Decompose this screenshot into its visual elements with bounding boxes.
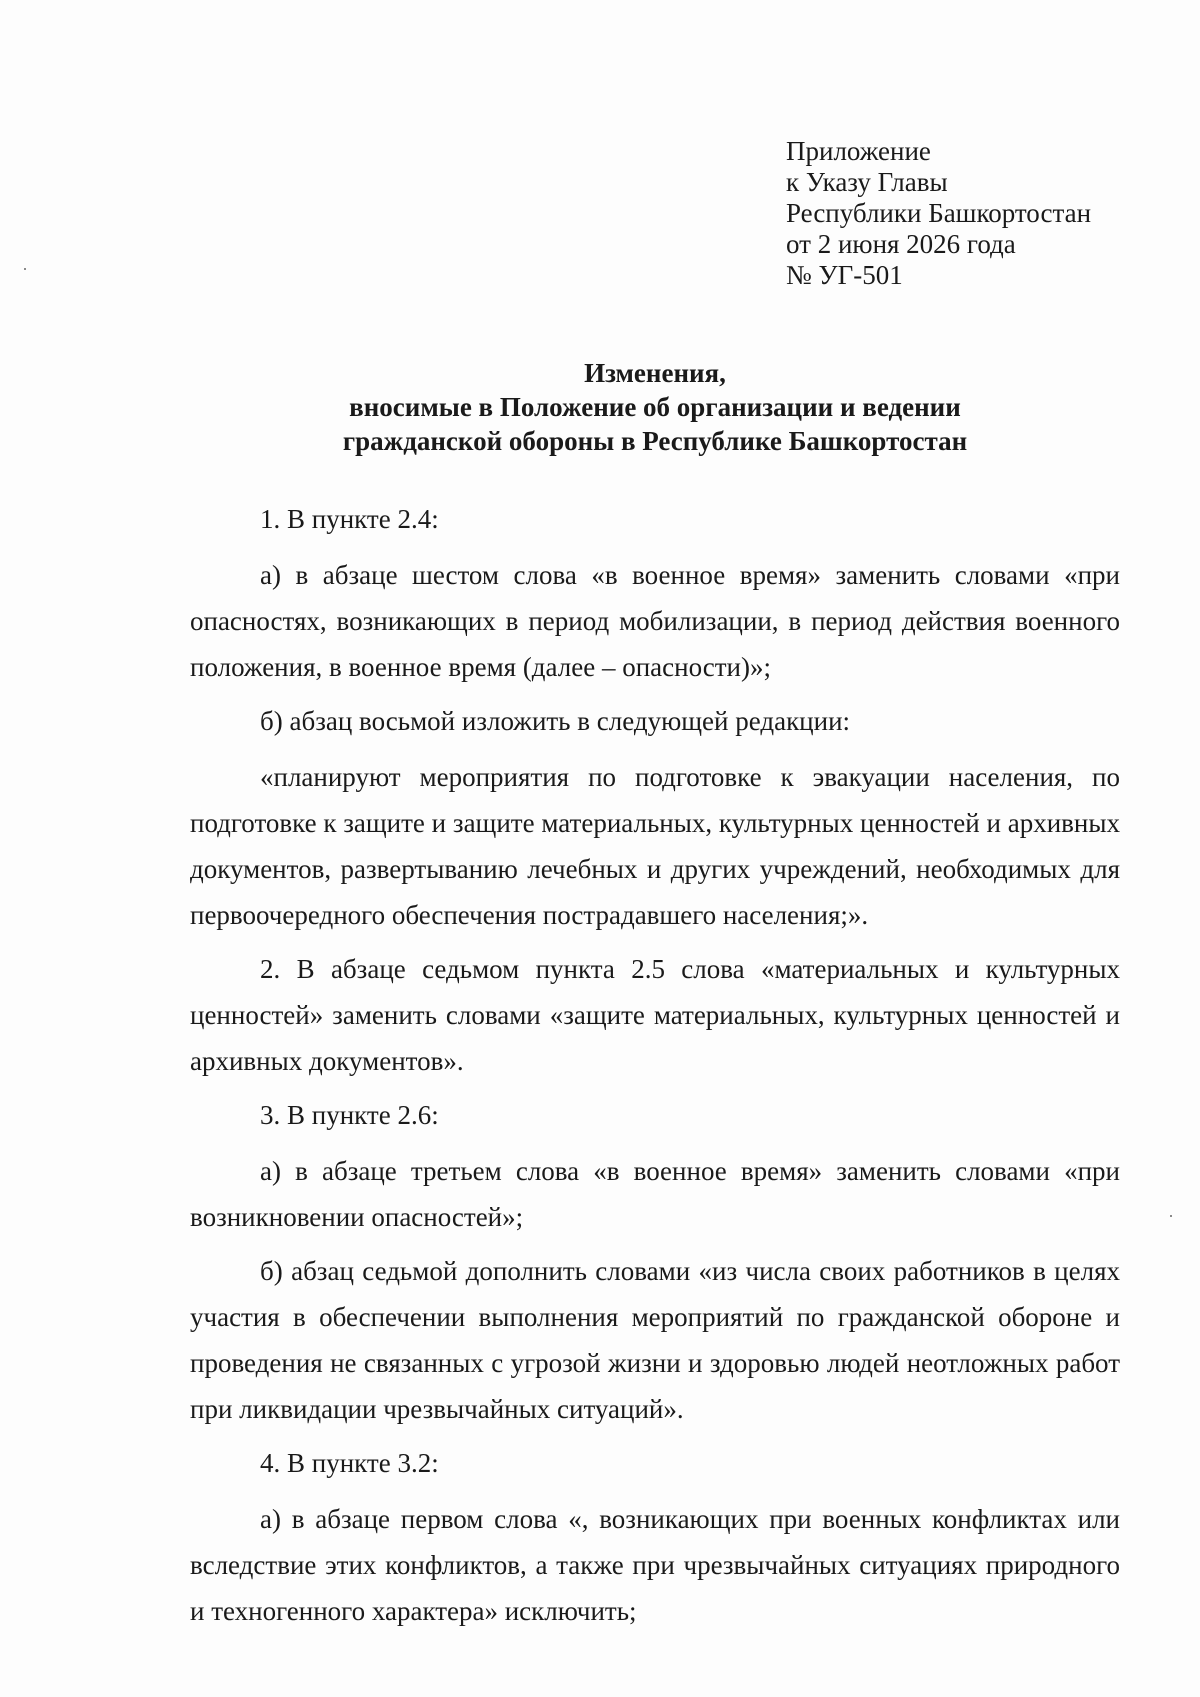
title-line: Изменения, [584,358,726,388]
paragraph: 2. В абзаце седьмом пункта 2.5 слова «материальных и культурных ценностей» заменить словами «защите материальных, культурных ценностей и архивных документов». [190,954,1120,1076]
title-line: гражданской обороны в Республике Башкортостан [342,426,968,456]
document-title [190,356,1120,458]
paragraph: а) в абзаце шестом слова «в военное время» заменить словами «при опасностях, возникающих в период мобилизации, в период действия военного положения, в военное время (далее – опасности)»; [190,560,1120,682]
paragraph: 4. В пункте 3.2: [260,1448,439,1478]
stamp-line: от 2 июня 2026 года [786,229,1016,259]
document-body [190,496,1120,1642]
appendix-stamp [786,136,1091,291]
scan-speck [1170,1215,1172,1217]
stamp-line: Республики Башкортостан [786,198,1092,228]
paragraph: «планируют мероприятия по подготовке к эвакуации населения, по подготовке к защите и защите материальных, культурных ценностей и архивных документов, развертыванию лечебных и других учреждений, необходимых для первоочередного обеспечения пострадавшего населения;». [190,762,1120,930]
stamp-line: к Указу Главы [786,167,948,197]
paragraph: б) абзац восьмой изложить в следующей редакции: [260,706,851,736]
paragraph: 1. В пункте 2.4: [260,504,439,534]
paragraph: а) в абзаце третьем слова «в военное время» заменить словами «при возникновении опасностей»; [190,1156,1120,1232]
paragraph: а) в абзаце первом слова «, возникающих при военных конфликтах или вследствие этих конфликтов, а также при чрезвычайных ситуациях природного и техногенного характера» исключить; [190,1504,1120,1626]
scan-speck [24,268,26,270]
title-line: вносимые в Положение об организации и ведении [349,392,961,422]
stamp-line: № УГ-501 [786,260,903,290]
paragraph: б) абзац седьмой дополнить словами «из числа своих работников в целях участия в обеспечении выполнения мероприятий по гражданской обороне и проведения не связанных с угрозой жизни и здоровью людей неотложных работ при ликвидации чрезвычайных ситуаций». [190,1256,1120,1424]
paragraph: 3. В пункте 2.6: [260,1100,439,1130]
stamp-line: Приложение [786,136,931,166]
